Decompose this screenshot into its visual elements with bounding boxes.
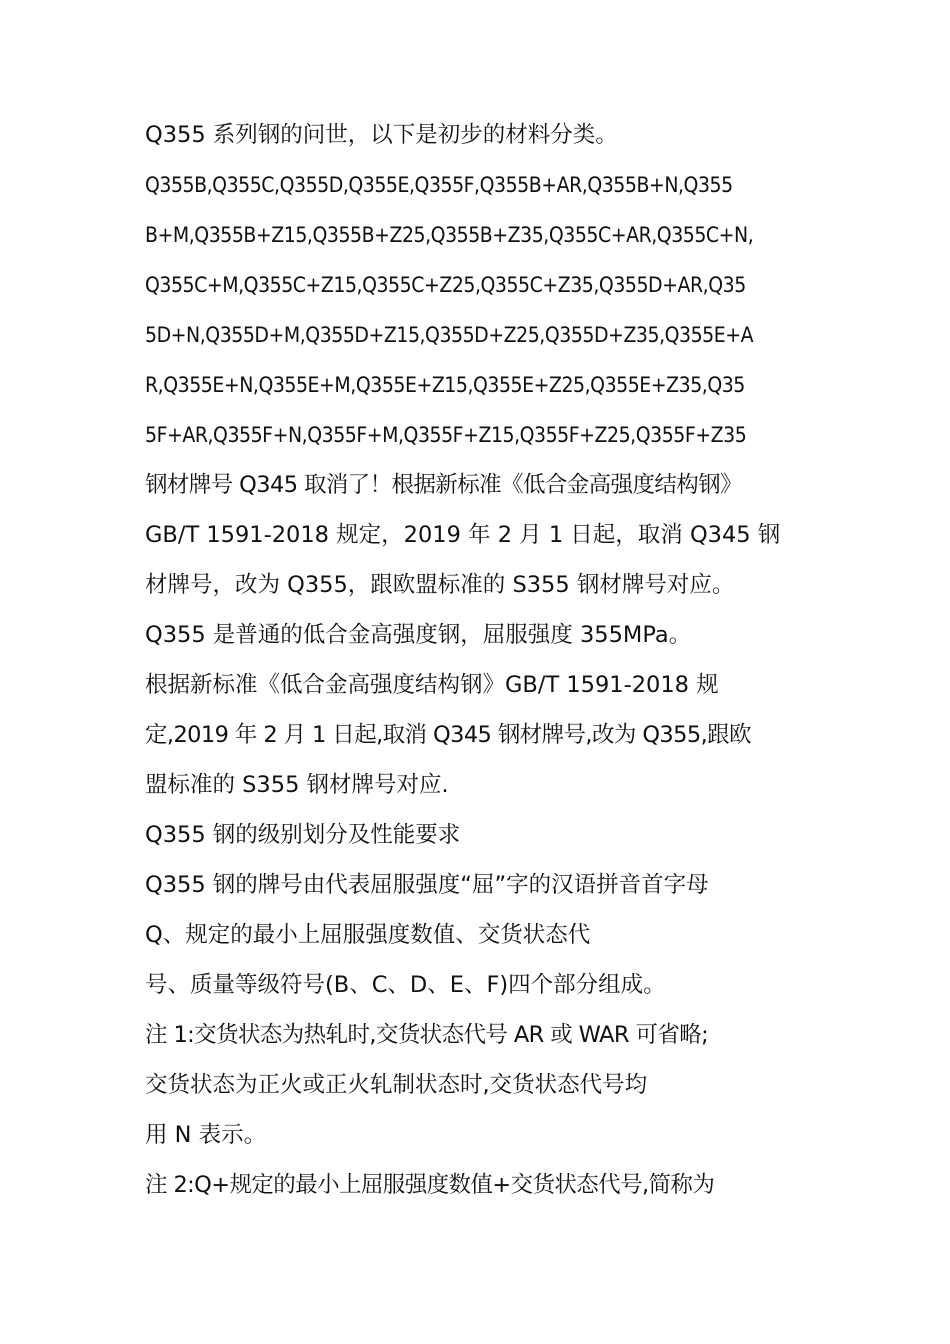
paragraph-line: Q、规定的最小上屈服强度数值、交货状态代 (145, 922, 591, 948)
grade-list-line-4: 5D+N,Q355D+M,Q355D+Z15,Q355D+Z25,Q355D+Z35,Q355E+A (145, 323, 754, 347)
paragraph-line: 盟标准的 S355 钢材牌号对应. (145, 772, 449, 798)
grade-list-line-5: R,Q355E+N,Q355E+M,Q355E+Z15,Q355E+Z25,Q355E+Z35,Q35 (145, 373, 745, 397)
grade-list-line-1: Q355B,Q355C,Q355D,Q355E,Q355F,Q355B+AR,Q355B+N,Q355 (145, 173, 733, 197)
paragraph-line: 根据新标准《低合金高强度结构钢》GB/T 1591-2018 规 (145, 672, 719, 698)
paragraph-line: 号、质量等级符号(B、C、D、E、F)四个部分组成。 (145, 972, 666, 998)
note-line: 注 2:Q+规定的最小上屈服强度数值+交货状态代号,简称为 (145, 1172, 715, 1198)
paragraph-line: Q355 钢的牌号由代表屈服强度“屈”字的汉语拼音首字母 (145, 872, 709, 898)
section-heading: Q355 钢的级别划分及性能要求 (145, 822, 461, 848)
paragraph-line: 定,2019 年 2 月 1 日起,取消 Q345 钢材牌号,改为 Q355,跟欧 (145, 722, 751, 748)
grade-list-line-2: B+M,Q355B+Z15,Q355B+Z25,Q355B+Z35,Q355C+AR,Q355C+N, (145, 223, 754, 247)
note-line: 注 1:交货状态为热轧时,交货状态代号 AR 或 WAR 可省略; (145, 1022, 709, 1048)
grade-list-line-6: 5F+AR,Q355F+N,Q355F+M,Q355F+Z15,Q355F+Z25,Q355F+Z35 (145, 423, 747, 447)
paragraph-line: 材牌号，改为 Q355，跟欧盟标准的 S355 钢材牌号对应。 (145, 572, 735, 598)
note-line: 交货状态为正火或正火轧制状态时,交货状态代号均 (145, 1072, 648, 1098)
grade-list-line-3: Q355C+M,Q355C+Z15,Q355C+Z25,Q355C+Z35,Q355D+AR,Q35 (145, 273, 746, 297)
paragraph-line: GB/T 1591-2018 规定，2019 年 2 月 1 日起，取消 Q345 钢 (145, 522, 781, 548)
paragraph-line: Q355 是普通的低合金高强度钢，屈服强度 355MPa。 (145, 622, 692, 648)
intro-line: Q355 系列钢的问世，以下是初步的材料分类。 (145, 122, 618, 148)
paragraph-line: 钢材牌号 Q345 取消了！根据新标准《低合金高强度结构钢》 (145, 472, 742, 498)
note-line: 用 N 表示。 (145, 1122, 267, 1148)
